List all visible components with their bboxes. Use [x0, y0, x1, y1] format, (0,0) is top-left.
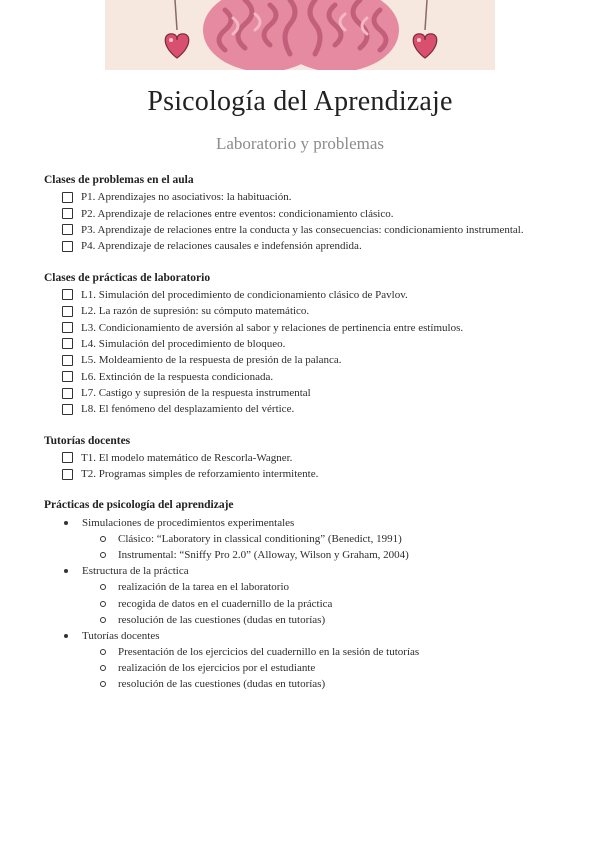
checkbox[interactable] [62, 338, 73, 349]
checklist-item[interactable] [44, 287, 574, 303]
list-label: realización de los ejercicios por el estudiante [118, 662, 316, 675]
checklist-label: T1. El modelo matemático de Rescorla-Wagner. [81, 451, 293, 464]
list-label: Instrumental: “Sniffy Pro 2.0” (Alloway, Wilson y Graham, 2004) [118, 548, 409, 561]
list-label: Simulaciones de procedimientos experimentales [82, 516, 295, 529]
checklist-item[interactable] [44, 205, 574, 221]
heart-icon-left [165, 34, 189, 58]
section-practicas [44, 270, 574, 418]
bullet-icon [64, 634, 68, 638]
list-label: realización de la tarea en el laboratorio [118, 581, 290, 594]
checklist-item[interactable] [44, 401, 574, 417]
sub-list-item [44, 676, 574, 692]
circle-bullet-icon [100, 617, 106, 623]
circle-bullet-icon [100, 601, 106, 607]
checkbox[interactable] [62, 241, 73, 252]
checklist-label: L6. Extinción de la respuesta condicionada. [81, 370, 274, 383]
list-label: Tutorías docentes [82, 629, 160, 642]
sub-list-item [44, 547, 574, 563]
sub-list-item [44, 660, 574, 676]
checkbox[interactable] [62, 371, 73, 382]
checkbox[interactable] [62, 469, 73, 480]
checkbox[interactable] [62, 404, 73, 415]
checklist-label: L1. Simulación del procedimiento de condicionamiento clásico de Pavlov. [81, 288, 408, 301]
sub-list-item [44, 531, 574, 547]
checkbox[interactable] [62, 322, 73, 333]
list-label: Clásico: “Laboratory in classical conditioning” (Benedict, 1991) [118, 532, 402, 545]
list-item [44, 628, 574, 644]
checklist-label: P3. Aprendizaje de relaciones entre la conducta y las consecuencias: condicionamiento instrumental. [81, 223, 524, 236]
section-tutorias [44, 433, 574, 483]
checklist-item[interactable] [44, 319, 574, 335]
checklist-item[interactable] [44, 450, 574, 466]
checklist-label: L3. Condicionamiento de aversión al sabor y relaciones de pertinencia entre estímulos. [81, 321, 464, 334]
document-body [44, 172, 574, 708]
circle-bullet-icon [100, 665, 106, 671]
circle-bullet-icon [100, 649, 106, 655]
section-psicologia [44, 497, 574, 692]
bullet-icon [64, 521, 68, 525]
bullet-icon [64, 569, 68, 573]
section-heading: Prácticas de psicología del aprendizaje [44, 499, 234, 512]
circle-bullet-icon [100, 584, 106, 590]
checklist-item[interactable] [44, 336, 574, 352]
checklist-label: L4. Simulación del procedimiento de bloqueo. [81, 337, 286, 350]
sub-list-item [44, 595, 574, 611]
sub-list-item [44, 579, 574, 595]
list-label: resolución de las cuestiones (dudas en tutorías) [118, 678, 326, 691]
checklist-label: L5. Moldeamiento de la respuesta de presión de la palanca. [81, 354, 342, 367]
checklist-label: L8. El fenómeno del desplazamiento del vértice. [81, 403, 295, 416]
list-item [44, 514, 574, 530]
list-item [44, 563, 574, 579]
checklist-label: L2. La razón de supresión: su cómputo matemático. [81, 305, 310, 318]
checklist-item[interactable] [44, 369, 574, 385]
checkbox[interactable] [62, 388, 73, 399]
checklist-label: T2. Programas simples de reforzamiento intermitente. [81, 468, 319, 481]
checklist-item[interactable] [44, 303, 574, 319]
brain-illustration [105, 0, 495, 70]
checklist-label: P4. Aprendizaje de relaciones causales e indefensión aprendida. [81, 240, 362, 253]
checklist-item[interactable] [44, 189, 574, 205]
checklist-item[interactable] [44, 222, 574, 238]
section-heading: Clases de problemas en el aula [44, 174, 194, 186]
list-label: resolución de las cuestiones (dudas en tutorías) [118, 613, 326, 626]
checklist-item[interactable] [44, 385, 574, 401]
header-banner [105, 0, 495, 70]
heart-icon-right [413, 34, 437, 58]
checkbox[interactable] [62, 452, 73, 463]
list-label: recogida de datos en el cuadernillo de la práctica [118, 597, 333, 610]
checklist-label: L7. Castigo y supresión de la respuesta instrumental [81, 387, 311, 400]
checklist-item[interactable] [44, 238, 574, 254]
checkbox[interactable] [62, 224, 73, 235]
circle-bullet-icon [100, 681, 106, 687]
page-subtitle: Laboratorio y problemas [215, 134, 385, 153]
list-label: Estructura de la práctica [82, 565, 189, 578]
circle-bullet-icon [100, 552, 106, 558]
page-title: Psicología del Aprendizaje [147, 86, 453, 117]
checklist-label: P2. Aprendizaje de relaciones entre eventos: condicionamiento clásico. [81, 207, 394, 220]
checklist-label: P1. Aprendizajes no asociativos: la habituación. [81, 191, 292, 204]
circle-bullet-icon [100, 536, 106, 542]
section-problemas [44, 172, 574, 255]
checkbox[interactable] [62, 192, 73, 203]
brain-icon [203, 0, 399, 70]
list-label: Presentación de los ejercicios del cuadernillo en la sesión de tutorías [118, 646, 420, 659]
checkbox[interactable] [62, 355, 73, 366]
sub-list-item [44, 612, 574, 628]
sub-list-item [44, 644, 574, 660]
section-heading: Clases de prácticas de laboratorio [44, 271, 211, 284]
checkbox[interactable] [62, 208, 73, 219]
checkbox[interactable] [62, 289, 73, 300]
section-heading: Tutorías docentes [44, 434, 131, 447]
checklist-item[interactable] [44, 466, 574, 482]
checklist-item[interactable] [44, 352, 574, 368]
checkbox[interactable] [62, 306, 73, 317]
